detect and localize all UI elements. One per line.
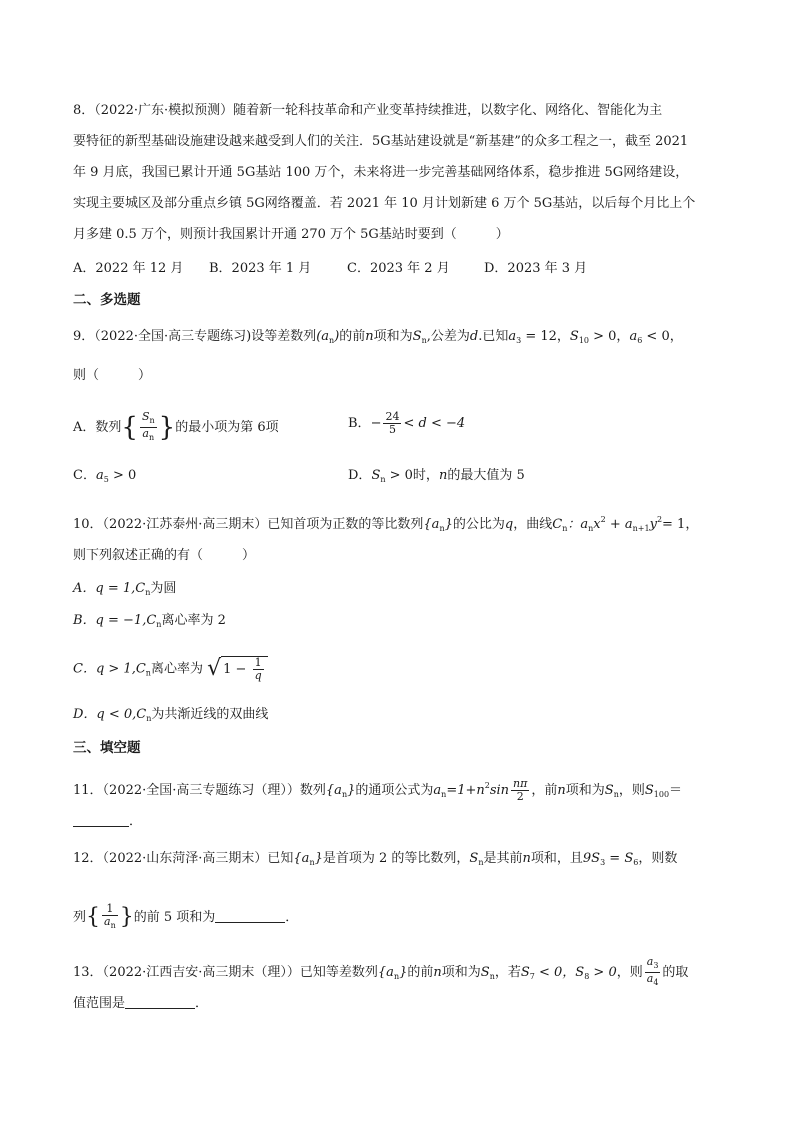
q10-option-c: C．$q > 1,C_n$离心率为 √ 1 − $\frac{1}{q}$	[73, 656, 268, 684]
q8-line-5: 月多建 0.5 万个，则预计我国累计开通 270 万个 5G基站时要到（ ）	[73, 227, 509, 242]
q11-stem: 11．（2022·全国·高三专题练习（理））数列$\{a_n\}$的通项公式为$a_n=1+n^2\sin$ $\frac{n\pi}{2}$ ，前n项和为$S_n$，则$S_{100}=$	[73, 777, 683, 803]
q10-option-d: D．$q < 0,C_n$为共渐近线的双曲线	[73, 707, 269, 723]
q9-option-c: C．$a_5 > 0$	[73, 468, 137, 484]
q8-option-a: A．2022 年 12 月	[73, 261, 184, 276]
q8-option-d: D．2023 年 3 月	[484, 261, 588, 276]
q12-blank[interactable]	[215, 908, 285, 923]
q11-blank[interactable]	[73, 812, 129, 827]
q9-option-b: B．− $\frac{24}{5}$ < d < −4	[348, 410, 466, 436]
q9-stem-end: 则（ ）	[73, 368, 152, 383]
q9-stem: 9．（2022·全国·高三专题练习)设等差数列$(a_n)$的前n项和为$S_n$,公差为d.已知$a_3 = 12$，$S_{10} > 0$，$a_6 < 0$，	[73, 329, 683, 345]
q13-stem: 13．（2022·江西吉安·高三期末（理））已知等差数列$\{a_n\}$的前n项和为$S_n$，若$S_7 < 0$，$S_8 > 0$，则 $\frac{a_3}{a_4}$ 的取	[73, 955, 689, 987]
q13-line-2: 值范围是 ．	[73, 996, 209, 1011]
q10-stem: 10．（2022·江苏泰州·高三期末）已知首项为正数的等比数列$\{a_n\}$的公比为q，曲线$C_n$：$a_nx^2 + a_{n+1}y^2= 1$，	[73, 515, 699, 533]
section-heading-multi-choice: 二、多选题	[73, 292, 141, 308]
q9-option-a: A．数列{ $\frac{S_n}{a_n}$ }的最小项为第 6项	[73, 410, 279, 443]
q8-option-b: B．2023 年 1 月	[209, 261, 312, 276]
q13-blank[interactable]	[125, 994, 195, 1009]
q8-option-c: C．2023 年 2 月	[347, 261, 450, 276]
q9-option-d: D．$S_n > 0$时，n的最大值为 5	[348, 468, 525, 484]
q11-answer-line: ．	[73, 812, 142, 832]
section-heading-fill-blank: 三、填空题	[73, 740, 141, 756]
q12-line-2: 列{ $\frac{1}{a_n}$ }的前 5 项和为 ．	[73, 902, 299, 930]
q10-option-b: B．$q = -1,C_n$离心率为 2	[73, 613, 226, 629]
q8-line-1: 8．（2022·广东·模拟预测）随着新一轮科技革命和产业变革持续推进，以数字化、网络化、智能化为主	[73, 103, 663, 118]
q10-option-a: A．$q = 1,C_n$为圆	[73, 581, 177, 597]
q10-stem-end: 则下列叙述正确的有（ ）	[73, 548, 256, 563]
q12-stem: 12．（2022·山东菏泽·高三期末）已知$\{a_n\}$是首项为 2 的等比数列，$S_n$是其前n项和，且$9S_3 = S_6$，则数	[73, 851, 678, 867]
q8-line-2: 要特征的新型基础设施建设越来越受到人们的关注．5G基站建设就是“新基建”的众多工程之一，截至 2021	[73, 134, 689, 149]
q8-line-3: 年 9 月底，我国已累计开通 5G基站 100 万个，未来将进一步完善基础网络体系，稳步推进 5G网络建设，	[73, 165, 689, 180]
q8-line-4: 实现主要城区及部分重点乡镇 5G网络覆盖．若 2021 年 10 月计划新建 6 万个 5G基站，以后每个月比上个	[73, 196, 696, 211]
